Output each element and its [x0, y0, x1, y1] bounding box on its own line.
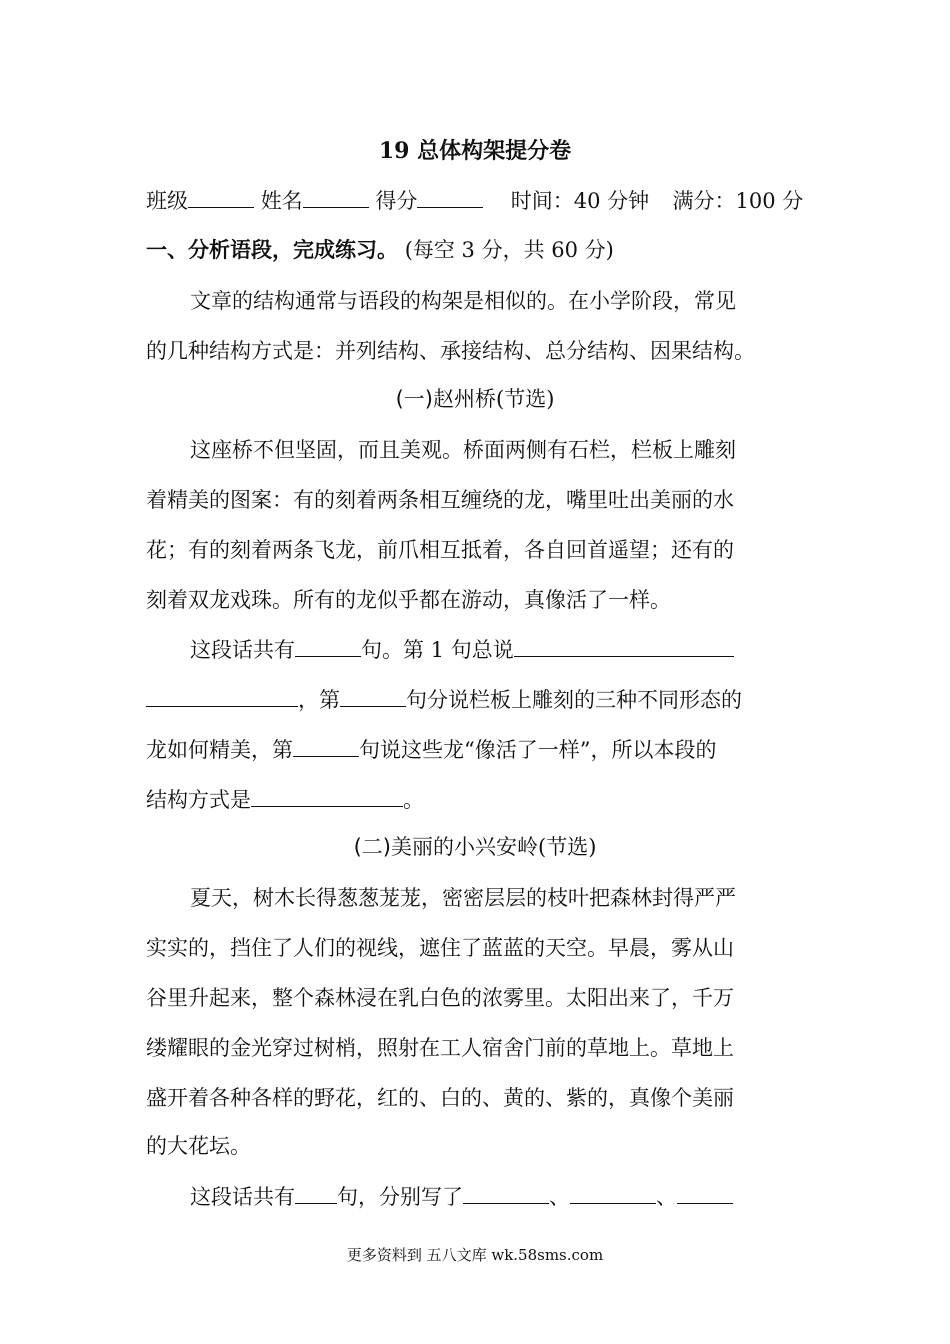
passage2-title-row [0, 832, 950, 862]
q1-text-e: 龙如何精美，第 [146, 738, 293, 762]
q1-text-b: 句。第 1 句总说 [361, 638, 514, 662]
passage2-line-2: 实实的，挡住了人们的视线，遮住了蓝蓝的天空。早晨，雾从山 [146, 936, 734, 960]
header-info-row [146, 185, 803, 216]
q1-blank-sentences[interactable] [340, 684, 406, 707]
intro-line-2: 的几种结构方式是：并列结构、承接结构、总分结构、因果结构。 [146, 339, 755, 363]
full-score-info: 满分：100 分 [672, 189, 804, 213]
passage2-line-1: 夏天，树木长得葱葱茏茏，密密层层的枝叶把森林封得严严 [190, 886, 736, 910]
passage1-line-1: 这座桥不但坚固，而且美观。桥面两侧有石栏，栏板上雕刻 [190, 438, 736, 462]
q2-line-1 [190, 1181, 733, 1212]
q2-text-b: 句，分别写了 [337, 1185, 463, 1209]
intro-line-1: 文章的结构通常与语段的构架是相似的。在小学阶段，常见 [190, 289, 736, 313]
q1-line-2 [146, 684, 742, 715]
passage1-line-3: 花；有的刻着两条飞龙，前爪相互抵着，各自回首遥望；还有的 [146, 538, 734, 562]
q1-blank-summary-cont[interactable] [146, 684, 298, 707]
footer-text: 更多资料到 五八文库 wk.58sms.com [346, 1246, 604, 1264]
q1-text-a: 这段话共有 [190, 638, 295, 662]
class-blank[interactable] [188, 185, 254, 208]
page-title: 19 总体构架提分卷 [378, 138, 572, 164]
q1-text-g: 结构方式是 [146, 788, 251, 812]
passage1-title: (一)赵州桥 [395, 387, 496, 411]
passage1-title-row [0, 384, 950, 414]
passage2-title: (二)美丽的小兴安岭 [353, 835, 538, 859]
q1-text-c: ，第 [298, 688, 340, 712]
q2-sep-2: 、 [656, 1185, 677, 1209]
name-label: 姓名 [260, 189, 303, 213]
passage1-line-2: 着精美的图案：有的刻着两条相互缠绕的龙，嘴里吐出美丽的水 [146, 488, 734, 512]
q1-line-3 [146, 734, 716, 765]
passage1-note: (节选) [496, 387, 555, 411]
q1-line-1 [190, 634, 734, 665]
q1-blank-sentence[interactable] [293, 734, 359, 757]
class-label: 班级 [146, 189, 188, 213]
section1-heading: 一、分析语段，完成练习。 [146, 238, 398, 262]
q1-text-h: 。 [403, 788, 424, 812]
q1-line-4 [146, 784, 424, 815]
q1-text-d: 句分说栏板上雕刻的三种不同形态的 [406, 688, 742, 712]
q2-sep-1: 、 [549, 1185, 570, 1209]
passage2-line-3: 谷里升起来，整个森林浸在乳白色的浓雾里。太阳出来了，千万 [146, 986, 734, 1010]
q1-blank-structure[interactable] [251, 784, 403, 807]
score-label: 得分 [375, 189, 418, 213]
passage2-line-6: 的大花坛。 [146, 1134, 251, 1158]
passage2-line-5: 盛开着各种各样的野花，红的、白的、黄的、紫的，真像个美丽 [146, 1086, 734, 1110]
q1-blank-summary[interactable] [514, 634, 734, 657]
time-info: 时间：40 分钟 [510, 189, 650, 213]
passage2-line-4: 缕耀眼的金光穿过树梢，照射在工人宿舍门前的草地上。草地上 [146, 1036, 734, 1060]
q1-text-f: 句说这些龙“像活了一样”，所以本段的 [359, 738, 717, 762]
score-blank[interactable] [417, 185, 483, 208]
q2-blank-1[interactable] [463, 1181, 549, 1204]
q2-blank-2[interactable] [570, 1181, 656, 1204]
name-blank[interactable] [303, 185, 369, 208]
section1-heading-row [146, 235, 614, 265]
q2-text-a: 这段话共有 [190, 1185, 295, 1209]
passage2-note: (节选) [538, 835, 597, 859]
passage1-line-4: 刻着双龙戏珠。所有的龙似乎都在游动，真像活了一样。 [146, 588, 671, 612]
section1-points: (每空 3 分，共 60 分) [404, 238, 614, 262]
q2-blank-3[interactable] [677, 1181, 733, 1204]
q1-blank-count[interactable] [295, 634, 361, 657]
q2-blank-count[interactable] [295, 1181, 337, 1204]
